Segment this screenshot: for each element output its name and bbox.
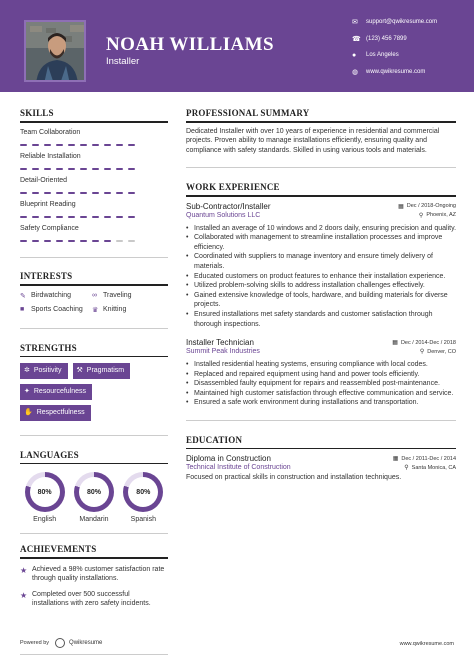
resume-header: [0, 0, 474, 92]
candidate-role: Installer: [106, 56, 140, 67]
job-bullet: [186, 233, 456, 252]
summary-text: Dedicated Installer with over 10 years of experience in residential and commercial projects. Proven ability to manage installations efficiently, ensuring quality and compliance with safety standards. Skilled in using various tools and materials.: [186, 127, 440, 154]
location-icon: ●: [352, 51, 357, 59]
skill-item: [20, 153, 168, 171]
skills-list: [20, 129, 168, 243]
job-title: Sub-Contractor/Installer: [186, 201, 271, 211]
skill-dot-filled: [56, 168, 63, 170]
globe-icon: ◍: [352, 68, 359, 76]
skill-dot-filled: [116, 144, 123, 146]
skill-level: [20, 144, 168, 147]
strength-tag: [20, 363, 68, 379]
achievements-title: ACHIEVEMENTS: [20, 544, 97, 555]
location-pin-icon: ⚲: [418, 212, 424, 219]
calendar-icon: ▦: [392, 456, 399, 463]
binoculars-icon: ∞: [92, 292, 97, 300]
achievement-item: [20, 590, 168, 609]
contact-website[interactable]: [352, 64, 470, 80]
skill-name: Team Collaboration: [20, 128, 81, 136]
job-bullet: [186, 360, 456, 370]
skill-dot-filled: [68, 144, 75, 146]
job-bullet-text: Collaborated with management to streamline installation processes and improve efficiency.: [194, 234, 443, 251]
bullet-dot: •: [186, 310, 189, 318]
calendar-icon: ▦: [392, 340, 398, 347]
skill-dot-filled: [44, 144, 51, 146]
language-ring: [123, 472, 163, 512]
skill-dot-filled: [32, 192, 39, 194]
strength-label: Resourcefulness: [33, 388, 87, 396]
language-item: [69, 472, 118, 523]
interests-list: [20, 292, 168, 314]
contact-location: [352, 47, 470, 63]
contact-list: [352, 14, 470, 80]
job-entry: [186, 202, 456, 330]
language-name: English: [33, 516, 57, 524]
paint-brush-icon: ✎: [20, 292, 26, 300]
skill-dot-filled: [68, 168, 75, 170]
strength-tag: [20, 384, 92, 400]
skills-title: SKILLS: [20, 108, 54, 118]
degree-name: Diploma in Construction: [186, 454, 271, 464]
skill-dot-filled: [32, 168, 39, 170]
job-bullet: [186, 379, 456, 389]
profile-photo: [24, 20, 86, 82]
skill-dot-filled: [104, 144, 111, 146]
section-divider: [20, 557, 168, 559]
job-dates: [392, 339, 456, 346]
education-location-text: Santa Monica, CA: [411, 464, 456, 471]
skill-dot-filled: [80, 144, 87, 146]
languages-section: [20, 450, 168, 534]
school-name: Technical Institute of Construction: [186, 464, 291, 472]
contact-phone[interactable]: [352, 31, 470, 47]
section-divider: [20, 463, 168, 465]
education-location: [404, 464, 456, 471]
job-title: Installer Technician: [186, 338, 254, 348]
strengths-title: STRENGTHS: [20, 342, 77, 353]
briefcase-icon: ■: [20, 306, 25, 314]
job-bullet-text: Replaced and repaired equipment using hand and power tools efficiently.: [194, 370, 420, 378]
job-bullet-text: Ensured installations met safety standards and customer satisfaction through thorough inspections.: [194, 310, 433, 328]
job-bullet-text: Educated customers on product features to enhance their installation experience.: [194, 272, 446, 280]
skill-item: [20, 225, 168, 243]
section-separator: [20, 533, 168, 534]
candidate-name: NOAH WILLIAMS: [106, 34, 274, 55]
job-dates-text: Dec / 2018-Ongoing: [406, 203, 456, 210]
education-header: [186, 454, 456, 463]
phone-icon: ☎: [352, 35, 361, 43]
skill-name: Reliable Installation: [20, 152, 81, 160]
calendar-icon: ▦: [398, 203, 404, 210]
skill-name: Blueprint Reading: [20, 200, 76, 208]
job-location-text: Phoenix, AZ: [426, 212, 456, 219]
job-bullet: [186, 389, 456, 399]
job-bullet: [186, 370, 456, 380]
achievement-text: Achieved a 98% customer satisfaction rate through quality installations.: [32, 565, 165, 583]
cog-icon: ✲: [24, 367, 30, 375]
interest-item: [20, 306, 92, 314]
location-pin-icon: ⚲: [404, 465, 409, 472]
qwikresume-logo-icon: [55, 638, 65, 648]
achievements-section: [20, 544, 168, 609]
skill-level: [20, 240, 168, 243]
section-separator: [20, 328, 168, 329]
job-header: [186, 338, 456, 347]
strength-tag: [20, 405, 91, 421]
language-item: [20, 472, 69, 523]
language-ring: [25, 472, 65, 512]
language-name: Spanish: [130, 516, 156, 524]
skill-dot-filled: [20, 168, 27, 170]
interests-title: INTERESTS: [20, 271, 73, 282]
job-bullet: [186, 272, 456, 282]
bullet-dot: •: [186, 234, 189, 242]
skill-dot-filled: [128, 192, 135, 194]
job-dates: [398, 203, 456, 210]
education-section: [186, 435, 456, 483]
experience-title: WORK EXPERIENCE: [186, 182, 280, 193]
strength-label: Respectfulness: [36, 409, 85, 417]
languages-list: [20, 472, 168, 523]
language-item: [119, 472, 168, 523]
summary-section: [186, 108, 456, 168]
skill-item: [20, 201, 168, 219]
skill-dot-filled: [92, 192, 99, 194]
brand-name: Qwikresume: [69, 640, 103, 646]
job-bullet: [186, 252, 456, 271]
skill-dot-filled: [32, 216, 39, 218]
experience-section: [186, 182, 456, 421]
contact-phone-text: (123) 456 7899: [366, 35, 407, 42]
skill-dot-filled: [32, 240, 39, 242]
achievement-text: Completed over 500 successful installations with zero safety incidents.: [32, 590, 151, 608]
summary-title: PROFESSIONAL SUMMARY: [186, 108, 310, 118]
education-text: Focused on practical skills in construction and installation techniques.: [186, 474, 402, 482]
skill-dot-filled: [20, 144, 27, 146]
language-ring: [74, 472, 114, 512]
skill-dot-filled: [68, 216, 75, 218]
left-column: [20, 108, 168, 609]
job-bullet-text: Disassembled faulty equipment for repairs and reassembled post-maintenance.: [194, 380, 440, 388]
interests-section: [20, 271, 168, 328]
section-divider: [20, 356, 168, 358]
job-location: [419, 212, 456, 219]
footer-divider: [20, 654, 168, 655]
skill-dot-filled: [116, 192, 123, 194]
skill-dot-filled: [80, 192, 87, 194]
footer-url[interactable]: www.qwikresume.com: [399, 641, 454, 647]
job-subheader: [186, 348, 456, 355]
profile-photo-image: [26, 22, 86, 82]
strengths-list: [20, 363, 168, 426]
job-bullet-text: Coordinated with suppliers to manage inventory and ensure timely delivery of materials.: [194, 253, 433, 270]
skill-dot-filled: [92, 216, 99, 218]
skill-dot-filled: [32, 144, 39, 146]
section-separator: [20, 435, 168, 436]
skill-dot-filled: [68, 192, 75, 194]
skill-level: [20, 168, 168, 171]
bullet-dot: •: [186, 370, 189, 378]
skill-dot-filled: [56, 192, 63, 194]
skill-dot-filled: [128, 144, 135, 146]
job-bullet-text: Utilized problem-solving skills to address installation challenges effectively.: [194, 282, 425, 290]
job-bullet-text: Gained extensive knowledge of tools, hardware, and building materials for diverse projects.: [194, 291, 448, 309]
skill-dot-filled: [44, 192, 51, 194]
bullet-dot: •: [186, 380, 189, 388]
skill-dot-filled: [56, 216, 63, 218]
job-entry: [186, 338, 456, 408]
job-header: [186, 202, 456, 211]
skill-dot-filled: [104, 216, 111, 218]
users-icon: ✦: [24, 388, 30, 396]
skill-dot-filled: [92, 168, 99, 170]
bullet-dot: •: [186, 282, 189, 290]
job-bullet-text: Ensured a safe work environment during installations and transportation.: [194, 399, 419, 407]
skill-dot-filled: [44, 216, 51, 218]
job-dates-text: Dec / 2014-Dec / 2018: [400, 339, 456, 346]
section-divider: [186, 195, 456, 197]
section-divider: [20, 284, 168, 286]
footer-branding[interactable]: [20, 638, 102, 648]
job-bullet: [186, 281, 456, 291]
job-bullet: [186, 310, 456, 329]
education-subheader: [186, 464, 456, 471]
interest-item: [92, 306, 164, 314]
skill-name: Detail-Oriented: [20, 176, 68, 184]
gavel-icon: ⚒: [76, 367, 83, 375]
interest-item: [92, 292, 164, 300]
location-pin-icon: ⚲: [419, 349, 425, 356]
section-divider: [186, 121, 456, 123]
skill-dot-filled: [80, 168, 87, 170]
email-icon: ✉: [352, 19, 358, 26]
language-percent: 80%: [30, 477, 60, 507]
skill-dot-filled: [56, 240, 63, 242]
bullet-dot: •: [186, 291, 189, 299]
section-divider: [186, 448, 456, 450]
right-column: [186, 108, 456, 483]
skill-name: Safety Compliance: [20, 224, 79, 232]
interest-label: Sports Coaching: [31, 306, 83, 314]
education-title: EDUCATION: [186, 434, 243, 445]
skill-dot-filled: [104, 168, 111, 170]
skill-dot-filled: [80, 216, 87, 218]
bullet-dot: •: [186, 224, 189, 232]
interest-label: Birdwatching: [31, 292, 72, 300]
company-name: Summit Peak Industries: [186, 348, 260, 356]
education-dates: [393, 455, 456, 462]
languages-title: LANGUAGES: [20, 449, 79, 460]
bullet-dot: •: [186, 253, 189, 261]
language-name: Mandarin: [79, 516, 109, 524]
trophy-icon: ♛: [92, 306, 99, 314]
job-bullet-text: Maintained high customer satisfaction through effective communication and service.: [194, 389, 454, 397]
skill-dot-filled: [116, 216, 123, 218]
language-percent: 80%: [79, 477, 109, 507]
section-divider: [20, 121, 168, 123]
skill-dot-filled: [68, 240, 75, 242]
contact-location-text: Los Angeles: [366, 52, 399, 58]
job-bullet: [186, 291, 456, 310]
section-separator: [186, 420, 456, 421]
strength-label: Positivity: [33, 367, 62, 375]
contact-email[interactable]: [352, 14, 470, 30]
education-dates-text: Dec / 2011-Dec / 2014: [401, 455, 456, 462]
skill-dot-filled: [92, 240, 99, 242]
job-bullets: [186, 360, 456, 408]
contact-email-text: support@qwikresume.com: [366, 19, 438, 25]
skill-dot-filled: [104, 240, 111, 242]
skill-dot-filled: [56, 144, 63, 146]
strength-label: Pragmatism: [86, 367, 125, 375]
bullet-dot: •: [186, 399, 189, 407]
strengths-section: [20, 343, 168, 436]
star-icon: ★: [20, 590, 28, 600]
skill-dot-empty: [128, 240, 135, 242]
job-bullet: [186, 224, 456, 234]
skill-dot-filled: [128, 216, 135, 218]
job-location-text: Denver, CO: [427, 348, 456, 355]
contact-website-text: www.qwikresume.com: [366, 68, 426, 75]
bullet-dot: •: [186, 361, 189, 369]
skill-dot-filled: [20, 240, 27, 242]
skill-dot-empty: [116, 240, 123, 242]
skills-section: [20, 108, 168, 257]
section-separator: [20, 257, 168, 258]
skill-dot-filled: [44, 168, 51, 170]
skill-dot-filled: [44, 240, 51, 242]
interest-label: Knitting: [103, 306, 127, 314]
interest-label: Traveling: [103, 292, 132, 300]
skill-dot-filled: [92, 144, 99, 146]
achievement-item: [20, 565, 168, 584]
section-separator: [186, 167, 456, 168]
star-icon: ★: [20, 565, 28, 575]
skill-level: [20, 192, 168, 195]
company-name: Quantum Solutions LLC: [186, 211, 261, 219]
job-bullet-text: Installed an average of 10 windows and 2 doors daily, ensuring precision and quality.: [194, 224, 457, 232]
bullet-dot: •: [186, 389, 189, 397]
skill-item: [20, 129, 168, 147]
skill-dot-filled: [104, 192, 111, 194]
skill-item: [20, 177, 168, 195]
strength-tag: [73, 363, 131, 379]
job-subheader: [186, 212, 456, 219]
powered-by-label: Powered by: [20, 640, 50, 646]
language-percent: 80%: [128, 477, 158, 507]
skill-dot-filled: [128, 168, 135, 170]
job-bullet: [186, 398, 456, 408]
job-bullets: [186, 224, 456, 330]
interest-item: [20, 292, 92, 300]
skill-dot-filled: [80, 240, 87, 242]
skill-dot-filled: [116, 168, 123, 170]
skill-dot-filled: [20, 216, 27, 218]
skill-dot-filled: [20, 192, 27, 194]
bullet-dot: •: [186, 272, 189, 280]
handshake-icon: ✋: [24, 409, 33, 417]
skill-level: [20, 216, 168, 219]
job-bullet-text: Installed residential heating systems, ensuring compliance with local codes.: [194, 361, 428, 369]
job-location: [420, 348, 456, 355]
